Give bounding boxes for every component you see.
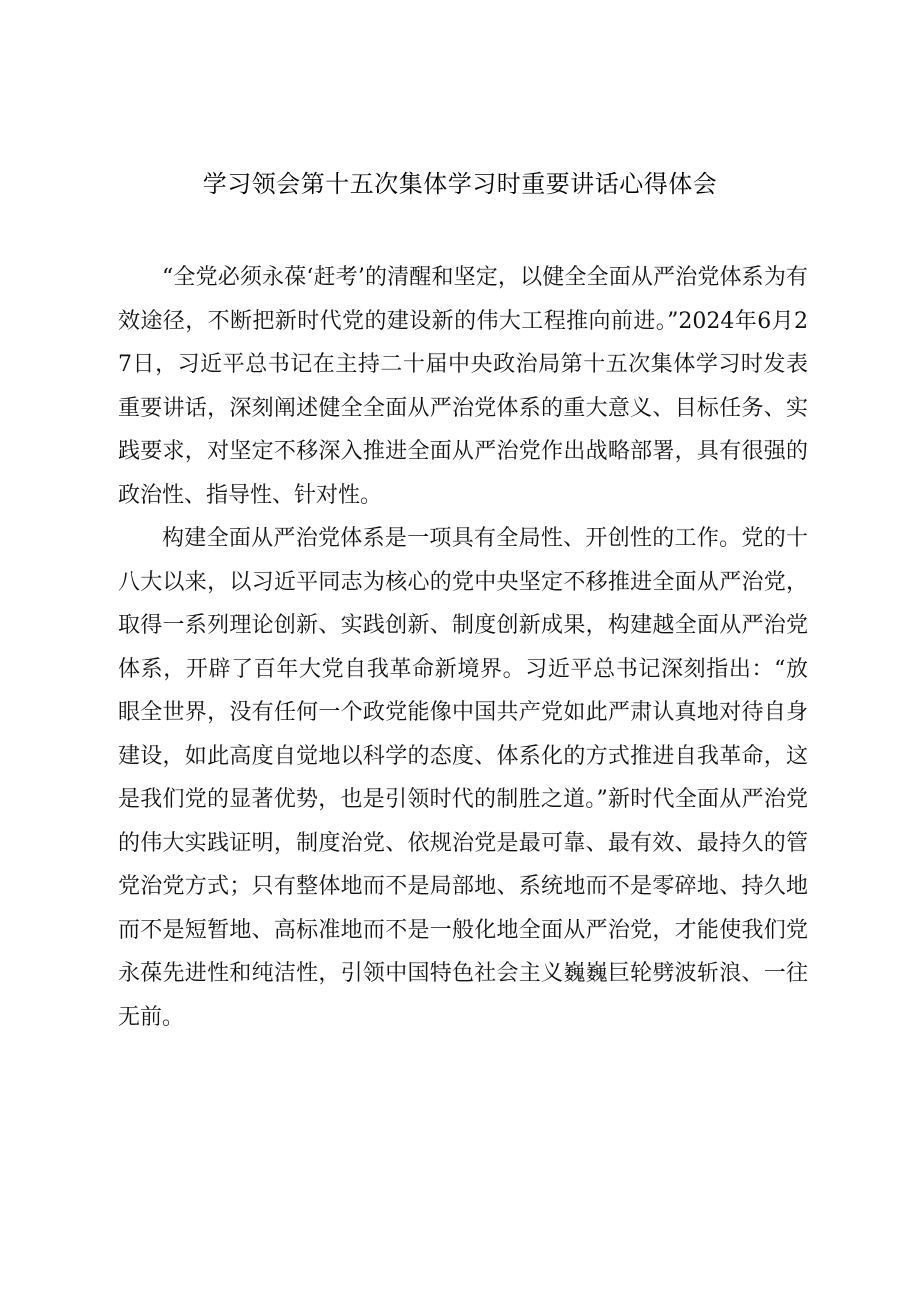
document-body	[118, 256, 808, 1039]
document-title: 学习领会第十五次集体学习时重要讲话心得体会	[202, 170, 718, 198]
paragraph-2: 构建全面从严治党体系是一项具有全局性、开创性的工作。党的十八大以来，以习近平同志为核心的党中央坚定不移推进全面从严治党，取得一系列理论创新、实践创新、制度创新成果，构建越全面从严治党体系，开辟了百年大党自我革命新境界。习近平总书记深刻指出：“放眼全世界，没有任何一个政党能像中国共产党如此严肃认真地对待自身建设，如此高度自觉地以科学的态度、体系化的方式推进自我革命，这是我们党的显著优势，也是引领时代的制胜之道。”新时代全面从严治党的伟大实践证明，制度治党、依规治党是最可靠、最有效、最持久的管党治党方式；只有整体地而不是局部地、系统地而不是零碎地、持久地而不是短暂地、高标准地而不是一般化地全面从严治党，才能使我们党永葆先进性和纯洁性，引领中国特色社会主义巍巍巨轮劈波斩浪、一往无前。	[118, 526, 808, 1030]
paragraph-1: “全党必须永葆‘赶考’的清醒和坚定，以健全全面从严治党体系为有效途径，不断把新时代党的建设新的伟大工程推向前进。”2024年6月27日，习近平总书记在主持二十届中央政治局第十五次集体学习时发表重要讲话，深刻阐述健全全面从严治党体系的重大意义、目标任务、实践要求，对坚定不移深入推进全面从严治党作出战略部署，具有很强的政治性、指导性、针对性。	[118, 265, 808, 508]
